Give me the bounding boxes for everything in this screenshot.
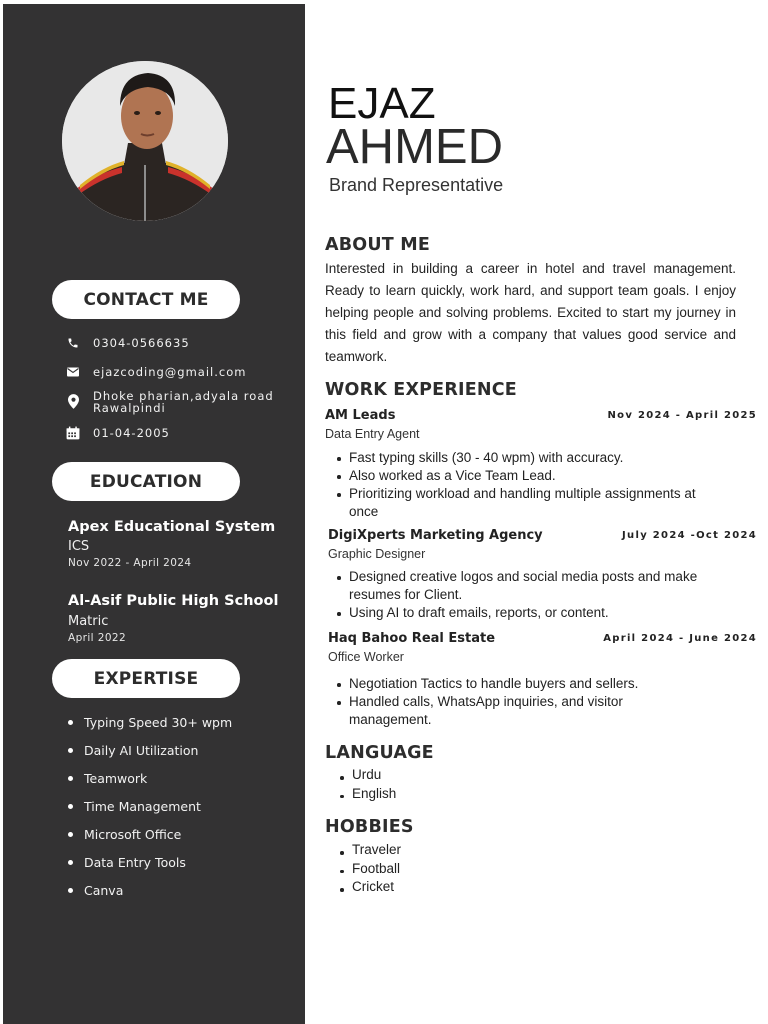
education-degree-2: Matric: [68, 614, 109, 629]
job-role: Graphic Designer: [328, 547, 426, 561]
job-bullets: [335, 568, 720, 622]
person-avatar-icon: [62, 61, 228, 221]
location-pin-icon: [66, 394, 80, 408]
hobbies-list: [338, 841, 401, 897]
contact-dob: [66, 426, 170, 440]
job-bullets: [335, 449, 715, 521]
hobbies-heading: HOBBIES: [325, 817, 414, 837]
phone-text: 0304-0566635: [93, 336, 190, 350]
education-date-1: Nov 2022 - April 2024: [68, 557, 192, 569]
contact-address: [66, 390, 274, 414]
expertise-item: Daily AI Utilization: [68, 740, 232, 768]
hobby-item: Football: [338, 860, 401, 879]
education-degree-1: ICS: [68, 539, 90, 554]
job-bullet: Designed creative logos and social media posts and make resumes for Client.: [335, 568, 720, 604]
job-company: AM Leads: [325, 408, 396, 423]
expertise-item: Time Management: [68, 796, 232, 824]
job-bullet: Prioritizing workload and handling multiple assignments at once: [335, 485, 715, 521]
first-name: EJAZ: [328, 79, 436, 128]
job-company: DigiXperts Marketing Agency: [328, 528, 543, 543]
hobby-item: Cricket: [338, 878, 401, 897]
contact-heading: CONTACT ME: [52, 280, 240, 319]
expertise-item: Canva: [68, 880, 232, 908]
hobby-item: Traveler: [338, 841, 401, 860]
email-text: ejazcoding@gmail.com: [93, 365, 247, 379]
profile-photo: [62, 61, 228, 221]
education-school-1: Apex Educational System: [68, 519, 276, 535]
job-title: Brand Representative: [329, 175, 504, 195]
language-item: English: [338, 785, 396, 804]
expertise-item: Microsoft Office: [68, 824, 232, 852]
job-company: Haq Bahoo Real Estate: [328, 631, 496, 646]
mail-icon: [66, 365, 80, 379]
job-date: April 2024 - June 2024: [603, 633, 757, 644]
education-school-2: Al-Asif Public High School: [68, 593, 279, 609]
expertise-list: [68, 712, 232, 908]
education-date-2: April 2022: [68, 632, 127, 644]
job-bullet: Fast typing skills (30 - 40 wpm) with accuracy.: [335, 449, 715, 467]
address-line-1: Dhoke pharian,adyala road: [93, 389, 274, 403]
address-line-2: Rawalpindi: [93, 401, 166, 415]
about-heading: ABOUT ME: [325, 235, 430, 255]
expertise-item: Teamwork: [68, 768, 232, 796]
language-item: Urdu: [338, 766, 396, 785]
about-text: Interested in building a career in hotel and travel management. Ready to learn quickly, work hard, and support team goals. I enjoy helping people and solving problems. Excited to start my journey in this field and grow with a company that values good service and teamwork.: [325, 261, 736, 364]
job-role: Office Worker: [328, 650, 404, 664]
job-bullet: Negotiation Tactics to handle buyers and sellers.: [335, 675, 665, 693]
job-bullets: [335, 675, 665, 729]
job-bullet: Handled calls, WhatsApp inquiries, and visitor management.: [335, 693, 665, 729]
calendar-icon: [66, 426, 80, 440]
language-heading: LANGUAGE: [325, 743, 434, 763]
job-bullet: Using AI to draft emails, reports, or content.: [335, 604, 720, 622]
dob-text: 01-04-2005: [93, 426, 170, 440]
job-bullet: Also worked as a Vice Team Lead.: [335, 467, 715, 485]
last-name: AHMED: [326, 120, 503, 174]
job-date: July 2024 -Oct 2024: [622, 530, 757, 541]
contact-email: [66, 365, 246, 379]
job-role: Data Entry Agent: [325, 427, 420, 441]
job-date: Nov 2024 - April 2025: [607, 410, 757, 421]
expertise-item: Data Entry Tools: [68, 852, 232, 880]
work-heading: WORK EXPERIENCE: [325, 380, 517, 400]
expertise-item: Typing Speed 30+ wpm: [68, 712, 232, 740]
phone-icon: [66, 336, 80, 350]
language-list: [338, 766, 396, 803]
expertise-heading: EXPERTISE: [52, 659, 240, 698]
contact-phone: [66, 336, 190, 350]
education-heading: EDUCATION: [52, 462, 240, 501]
